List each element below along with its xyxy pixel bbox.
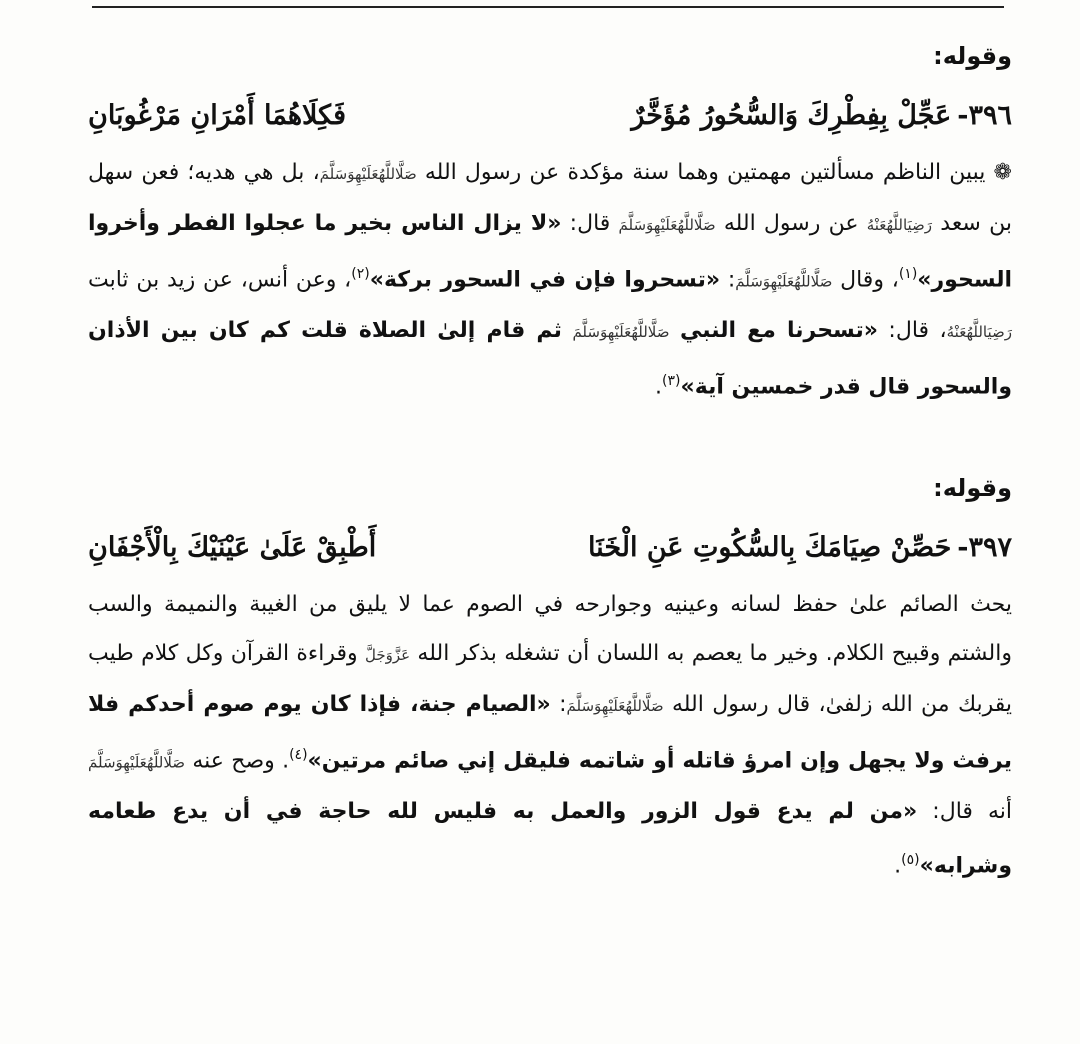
hadith-quote: «لا يزال الناس بخير ما عجلوا الفطر وأخروا السحور» — [88, 211, 1013, 293]
text-span: ، قال: — [888, 318, 947, 344]
section2-commentary — [88, 580, 1012, 891]
hadith-quote: «تسحرنا مع النبي — [680, 318, 878, 344]
hadith-quote: «الصيام جنة، فإذا كان يوم صوم أحدكم فلا يرفث ولا يجهل وإن امرؤ قاتله أو شاتمه فليقل إني صائم مرتين» — [88, 691, 1012, 773]
section-gap — [88, 412, 1012, 452]
verse-number: ٣٩٦- — [957, 100, 1012, 131]
text-span: : — [559, 691, 567, 717]
honorific: صَلَّاللَّهُعَلَيْهِوَسَلَّمَ — [618, 216, 716, 234]
honorific: رَضِيَاللَّهُعَنْهُ — [946, 323, 1012, 342]
footnote-ref[interactable]: (٢) — [351, 266, 370, 282]
verse-397-first-hemistich — [588, 522, 1012, 574]
text-span: . — [655, 374, 663, 400]
honorific: عَزَّوَجَلَّ — [364, 645, 411, 664]
text-span: ، وعن أنس، عن زيد بن ثابت — [88, 267, 352, 293]
top-rule — [92, 6, 1004, 8]
verse-396-first-hemistich — [631, 90, 1012, 142]
footnote-ref[interactable]: (٤) — [289, 746, 308, 763]
honorific: صَلَّاللَّهُعَلَيْهِوَسَلَّمَ — [88, 752, 186, 771]
section1-commentary — [88, 148, 1012, 412]
section2-intro: وقوله: — [933, 473, 1012, 502]
honorific: رَضِيَاللَّهُعَنْهُ — [866, 216, 933, 234]
verse-text: حَصِّنْ صِيَامَكَ بِالسُّكُوتِ عَنِ الْخَنَا — [587, 531, 952, 563]
honorific: صَلَّاللَّهُعَلَيْهِوَسَلَّمَ — [566, 696, 664, 715]
honorific: صَلَّاللَّهُعَلَيْهِوَسَلَّمَ — [319, 165, 417, 183]
verse-397-second-hemistich: أَطْبِقْ عَلَىٰ عَيْنَيْكَ بِالْأَجْفَانِ — [88, 531, 377, 563]
text-span: يحث الصائم علىٰ حفظ لسانه وعينيه وجوارحه في الصوم عما لا يليق من الغيبة والنميمة والسب والشتم وقبيح الكلام. وخير ما يعصم به اللسان أن تشغله بذكر الله — [88, 591, 1012, 666]
verse-396 — [88, 90, 1012, 142]
hadith-quote: ثم قام إلىٰ الصلاة قلت كم كان بين الأذان والسحور قال قدر خمسين آية» — [88, 318, 1012, 400]
commentary-paragraph — [88, 148, 1012, 412]
text-span: . وصح عنه — [192, 747, 290, 773]
section1-intro: وقوله: — [933, 42, 1012, 70]
text-span: ❁ يبين الناظم مسألتين مهمتين وهما سنة مؤكدة عن رسول الله — [424, 160, 1012, 185]
text-span: . — [894, 853, 902, 879]
verse-number: ٣٩٧- — [957, 531, 1012, 563]
text-span: وقراءة القرآن وكل كلام طيب يقربك من الله زلفىٰ، قال رسول الله — [88, 640, 1013, 717]
verse-397 — [88, 522, 1012, 574]
hadith-quote: «من لم يدع قول الزور والعمل به فليس لله حاجة في أن يدع طعامه وشرابه» — [88, 798, 1012, 879]
text-span: قال: — [569, 211, 611, 236]
text-span: : — [727, 267, 736, 293]
text-span: ، وقال — [840, 267, 899, 293]
footnote-ref[interactable]: (٣) — [662, 373, 681, 390]
content — [88, 20, 1012, 890]
text-span: عن رسول الله — [723, 211, 859, 236]
footnote-ref[interactable]: (٥) — [901, 851, 920, 868]
honorific: صَلَّاللَّهُعَلَيْهِوَسَلَّمَ — [572, 323, 670, 342]
footnote-ref[interactable]: (١) — [898, 266, 918, 282]
commentary-paragraph — [88, 580, 1012, 891]
text-span: أنه قال: — [932, 798, 1012, 824]
text-span: ، بل هي هديه؛ فعن سهل بن سعد — [88, 160, 1012, 236]
hadith-quote: «تسحروا فإن في السحور بركة» — [369, 267, 721, 293]
verse-396-second-hemistich: فَكِلَاهُمَا أَمْرَانِ مَرْغُوبَانِ — [88, 100, 346, 131]
honorific: صَلَّاللَّهُعَلَيْهِوَسَلَّمَ — [735, 272, 833, 291]
verse-text: عَجِّلْ بِفِطْرِكَ وَالسُّحُورُ مُؤَخَّرٌ — [631, 100, 952, 131]
